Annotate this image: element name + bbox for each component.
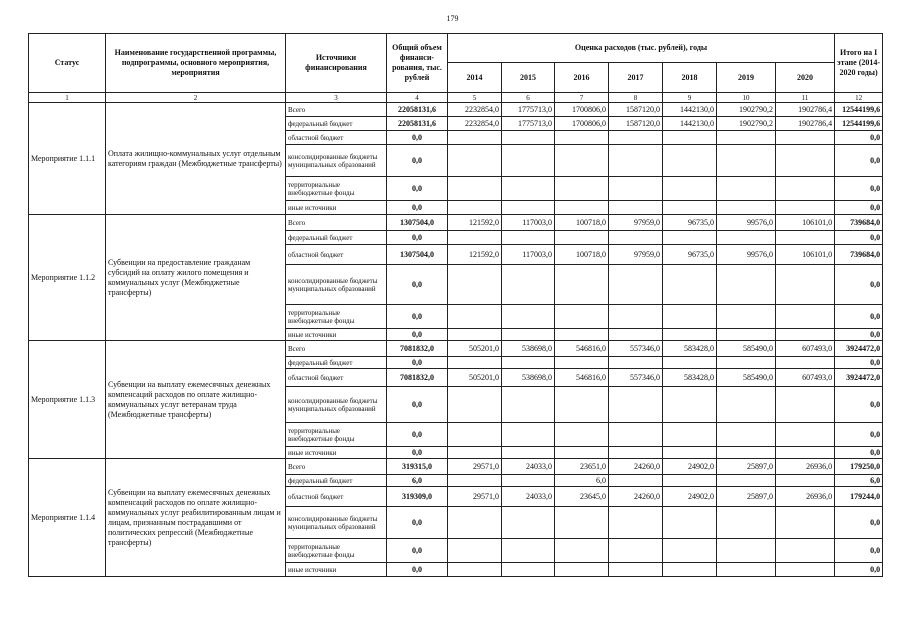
funding-source: иные источники <box>286 329 387 341</box>
year-value-cell <box>663 329 717 341</box>
itog-cell: 12544199,6 <box>835 103 883 117</box>
funding-source: территориальные внебюджетные фонды <box>286 177 387 201</box>
itog-cell: 0,0 <box>835 231 883 245</box>
funding-source: территориальные внебюджетные фонды <box>286 539 387 563</box>
year-value-cell: 607493,0 <box>776 369 835 387</box>
year-value-cell <box>502 387 555 423</box>
year-value-cell: 557346,0 <box>609 369 663 387</box>
header-total: Общий объем финанси-рования, тыс. рублей <box>387 34 448 93</box>
year-value-cell <box>555 177 609 201</box>
year-value-cell: 505201,0 <box>448 369 502 387</box>
funding-source: федеральный бюджет <box>286 231 387 245</box>
year-value-cell <box>502 265 555 305</box>
year-value-cell <box>717 423 776 447</box>
year-value-cell: 24260,0 <box>609 487 663 507</box>
year-value-cell <box>776 177 835 201</box>
year-value-cell: 1902786,4 <box>776 117 835 131</box>
itog-cell: 0,0 <box>835 201 883 215</box>
year-value-cell <box>555 305 609 329</box>
header-year: 2019 <box>717 63 776 93</box>
year-value-cell <box>609 387 663 423</box>
year-value-cell: 121592,0 <box>448 245 502 265</box>
year-value-cell <box>448 387 502 423</box>
year-value-cell <box>609 201 663 215</box>
column-number: 8 <box>609 93 663 103</box>
funding-source: федеральный бюджет <box>286 357 387 369</box>
year-value-cell: 1902790,2 <box>717 103 776 117</box>
year-value-cell <box>502 357 555 369</box>
year-value-cell: 1902790,2 <box>717 117 776 131</box>
year-value-cell: 117003,0 <box>502 215 555 231</box>
year-value-cell <box>663 131 717 145</box>
itog-cell: 0,0 <box>835 145 883 177</box>
year-value-cell: 583428,0 <box>663 369 717 387</box>
year-value-cell <box>555 387 609 423</box>
year-value-cell <box>663 447 717 459</box>
header-year: 2016 <box>555 63 609 93</box>
year-value-cell <box>609 475 663 487</box>
year-value-cell <box>776 423 835 447</box>
year-value-cell <box>502 231 555 245</box>
total-funding-cell: 0,0 <box>387 507 448 539</box>
column-number: 10 <box>717 93 776 103</box>
funding-source: областной бюджет <box>286 369 387 387</box>
year-value-cell <box>776 231 835 245</box>
year-value-cell: 557346,0 <box>609 341 663 357</box>
year-value-cell <box>448 423 502 447</box>
year-value-cell <box>448 145 502 177</box>
year-value-cell <box>448 357 502 369</box>
year-value-cell: 24033,0 <box>502 459 555 475</box>
year-value-cell <box>609 231 663 245</box>
funding-source: областной бюджет <box>286 131 387 145</box>
year-value-cell <box>776 357 835 369</box>
year-value-cell: 106101,0 <box>776 245 835 265</box>
table-row <box>29 341 883 357</box>
year-value-cell: 6,0 <box>555 475 609 487</box>
year-value-cell: 1775713,0 <box>502 103 555 117</box>
year-value-cell: 25897,0 <box>717 459 776 475</box>
total-funding-cell: 0,0 <box>387 305 448 329</box>
year-value-cell <box>663 265 717 305</box>
year-value-cell: 29571,0 <box>448 487 502 507</box>
year-value-cell <box>448 539 502 563</box>
table-body <box>29 103 883 577</box>
activity-name: Оплата жилищно-коммунальных услуг отдельным категориям граждан (Межбюджетные трансферты) <box>106 103 286 215</box>
header-estimate: Оценка расходов (тыс. рублей), годы <box>448 34 835 63</box>
year-value-cell: 1700806,0 <box>555 117 609 131</box>
year-value-cell: 96735,0 <box>663 245 717 265</box>
column-number: 6 <box>502 93 555 103</box>
year-value-cell <box>663 387 717 423</box>
year-value-cell <box>609 447 663 459</box>
year-value-cell <box>776 563 835 577</box>
year-value-cell <box>663 231 717 245</box>
activity-name: Субвенции на предоставление гражданам субсидий на оплату жилого помещения и коммунальных услуг (Межбюджетные трансферты) <box>106 215 286 341</box>
activity-status: Мероприятие 1.1.1 <box>29 103 106 215</box>
total-funding-cell: 319315,0 <box>387 459 448 475</box>
total-funding-cell: 0,0 <box>387 265 448 305</box>
total-funding-cell: 0,0 <box>387 329 448 341</box>
year-value-cell <box>717 447 776 459</box>
funding-source: консолидированные бюджеты муниципальных образований <box>286 387 387 423</box>
total-funding-cell: 0,0 <box>387 231 448 245</box>
year-value-cell: 546816,0 <box>555 369 609 387</box>
year-value-cell <box>717 231 776 245</box>
year-value-cell <box>609 329 663 341</box>
year-value-cell <box>502 447 555 459</box>
year-value-cell <box>609 305 663 329</box>
year-value-cell <box>609 357 663 369</box>
year-value-cell <box>555 131 609 145</box>
year-value-cell <box>776 201 835 215</box>
header-year: 2015 <box>502 63 555 93</box>
year-value-cell: 29571,0 <box>448 459 502 475</box>
itog-cell: 0,0 <box>835 563 883 577</box>
year-value-cell <box>663 177 717 201</box>
year-value-cell: 117003,0 <box>502 245 555 265</box>
itog-cell: 0,0 <box>835 177 883 201</box>
year-value-cell: 97959,0 <box>609 215 663 231</box>
itog-cell: 12544199,6 <box>835 117 883 131</box>
year-value-cell: 99576,0 <box>717 245 776 265</box>
year-value-cell <box>502 305 555 329</box>
year-value-cell <box>555 447 609 459</box>
year-value-cell <box>502 145 555 177</box>
year-value-cell: 1442130,0 <box>663 103 717 117</box>
total-funding-cell: 0,0 <box>387 201 448 215</box>
year-value-cell <box>717 131 776 145</box>
total-funding-cell: 319309,0 <box>387 487 448 507</box>
total-funding-cell: 0,0 <box>387 447 448 459</box>
total-funding-cell: 22058131,6 <box>387 117 448 131</box>
year-value-cell <box>502 475 555 487</box>
total-funding-cell: 0,0 <box>387 563 448 577</box>
itog-cell: 0,0 <box>835 305 883 329</box>
year-value-cell <box>663 145 717 177</box>
year-value-cell <box>717 507 776 539</box>
itog-cell: 0,0 <box>835 507 883 539</box>
year-value-cell <box>448 231 502 245</box>
year-value-cell: 1700806,0 <box>555 103 609 117</box>
year-value-cell <box>555 145 609 177</box>
year-value-cell <box>609 539 663 563</box>
year-value-cell: 25897,0 <box>717 487 776 507</box>
year-value-cell <box>448 563 502 577</box>
table-row <box>29 215 883 231</box>
year-value-cell: 96735,0 <box>663 215 717 231</box>
itog-cell: 0,0 <box>835 539 883 563</box>
total-funding-cell: 0,0 <box>387 423 448 447</box>
year-value-cell <box>717 539 776 563</box>
year-value-cell: 26936,0 <box>776 487 835 507</box>
funding-source: иные источники <box>286 201 387 215</box>
funding-source: территориальные внебюджетные фонды <box>286 305 387 329</box>
itog-cell: 0,0 <box>835 265 883 305</box>
header-year: 2017 <box>609 63 663 93</box>
funding-source: иные источники <box>286 447 387 459</box>
year-value-cell <box>776 475 835 487</box>
itog-cell: 0,0 <box>835 329 883 341</box>
table-row <box>29 459 883 475</box>
year-value-cell <box>609 265 663 305</box>
activity-name: Субвенции на выплату ежемесячных денежных компенсаций расходов по оплате жилищно-коммунальных услуг реабилитированным лицам и лицам, признанным пострадавшими от политических репрессий (Межбюджетные трансферты) <box>106 459 286 577</box>
year-value-cell: 100718,0 <box>555 215 609 231</box>
year-value-cell <box>717 357 776 369</box>
header-year: 2014 <box>448 63 502 93</box>
year-value-cell <box>502 131 555 145</box>
year-value-cell <box>448 507 502 539</box>
total-funding-cell: 0,0 <box>387 145 448 177</box>
year-value-cell <box>717 265 776 305</box>
total-funding-cell: 7081832,0 <box>387 341 448 357</box>
year-value-cell <box>776 131 835 145</box>
year-value-cell <box>448 329 502 341</box>
year-value-cell <box>663 357 717 369</box>
column-number: 5 <box>448 93 502 103</box>
year-value-cell <box>776 447 835 459</box>
total-funding-cell: 22058131,6 <box>387 103 448 117</box>
year-value-cell: 583428,0 <box>663 341 717 357</box>
year-value-cell <box>555 423 609 447</box>
year-value-cell <box>502 539 555 563</box>
year-value-cell <box>776 329 835 341</box>
year-value-cell <box>502 329 555 341</box>
year-value-cell <box>555 231 609 245</box>
year-value-cell: 24902,0 <box>663 459 717 475</box>
column-number: 7 <box>555 93 609 103</box>
year-value-cell <box>448 201 502 215</box>
year-value-cell: 1587120,0 <box>609 103 663 117</box>
column-number: 9 <box>663 93 717 103</box>
year-value-cell <box>717 387 776 423</box>
total-funding-cell: 0,0 <box>387 177 448 201</box>
funding-source: Всего <box>286 459 387 475</box>
year-value-cell <box>502 423 555 447</box>
column-number: 2 <box>106 93 286 103</box>
year-value-cell: 99576,0 <box>717 215 776 231</box>
year-value-cell: 505201,0 <box>448 341 502 357</box>
year-value-cell: 538698,0 <box>502 369 555 387</box>
year-value-cell <box>663 423 717 447</box>
header-itog: Итого на I этапе (2014-2020 годы) <box>835 34 883 93</box>
year-value-cell <box>776 387 835 423</box>
year-value-cell: 26936,0 <box>776 459 835 475</box>
year-value-cell <box>609 423 663 447</box>
year-value-cell: 1587120,0 <box>609 117 663 131</box>
year-value-cell <box>717 177 776 201</box>
year-value-cell <box>609 507 663 539</box>
itog-cell: 3924472,0 <box>835 341 883 357</box>
funding-source: Всего <box>286 341 387 357</box>
year-value-cell: 24260,0 <box>609 459 663 475</box>
year-value-cell <box>555 329 609 341</box>
year-value-cell <box>663 305 717 329</box>
year-value-cell <box>663 507 717 539</box>
year-value-cell <box>502 563 555 577</box>
year-value-cell <box>609 131 663 145</box>
year-value-cell <box>717 329 776 341</box>
total-funding-cell: 1307504,0 <box>387 245 448 265</box>
year-value-cell: 607493,0 <box>776 341 835 357</box>
year-value-cell <box>717 145 776 177</box>
funding-source: консолидированные бюджеты муниципальных образований <box>286 145 387 177</box>
year-value-cell <box>448 131 502 145</box>
header-year: 2020 <box>776 63 835 93</box>
year-value-cell: 97959,0 <box>609 245 663 265</box>
column-number: 3 <box>286 93 387 103</box>
year-value-cell <box>448 475 502 487</box>
funding-source: областной бюджет <box>286 245 387 265</box>
year-value-cell <box>609 145 663 177</box>
funding-source: федеральный бюджет <box>286 475 387 487</box>
year-value-cell <box>663 475 717 487</box>
year-value-cell <box>776 539 835 563</box>
itog-cell: 3924472,0 <box>835 369 883 387</box>
year-value-cell <box>555 357 609 369</box>
header-year: 2018 <box>663 63 717 93</box>
year-value-cell: 24902,0 <box>663 487 717 507</box>
year-value-cell: 24033,0 <box>502 487 555 507</box>
total-funding-cell: 0,0 <box>387 387 448 423</box>
year-value-cell <box>776 145 835 177</box>
year-value-cell: 1775713,0 <box>502 117 555 131</box>
page-number: 179 <box>446 14 459 23</box>
year-value-cell: 106101,0 <box>776 215 835 231</box>
header-status: Статус <box>29 34 106 93</box>
total-funding-cell: 0,0 <box>387 131 448 145</box>
funding-source: федеральный бюджет <box>286 117 387 131</box>
header-sources: Источники финансирования <box>286 34 387 93</box>
itog-cell: 0,0 <box>835 357 883 369</box>
year-value-cell: 100718,0 <box>555 245 609 265</box>
activity-name: Субвенции на выплату ежемесячных денежных компенсаций расходов по оплате жилищно-коммунальных услуг ветеранам труда (Межбюджетные трансферты) <box>106 341 286 459</box>
year-value-cell <box>609 563 663 577</box>
itog-cell: 0,0 <box>835 131 883 145</box>
year-value-cell: 585490,0 <box>717 341 776 357</box>
header-name: Наименование государственной программы, подпрограммы, основного мероприятия, мероприятия <box>106 34 286 93</box>
funding-source: консолидированные бюджеты муниципальных образований <box>286 507 387 539</box>
year-value-cell <box>776 507 835 539</box>
year-value-cell: 23651,0 <box>555 459 609 475</box>
itog-cell: 739684,0 <box>835 245 883 265</box>
year-value-cell <box>448 177 502 201</box>
total-funding-cell: 7081832,0 <box>387 369 448 387</box>
funding-source: Всего <box>286 103 387 117</box>
year-value-cell <box>555 507 609 539</box>
itog-cell: 179244,0 <box>835 487 883 507</box>
year-value-cell <box>663 539 717 563</box>
total-funding-cell: 6,0 <box>387 475 448 487</box>
year-value-cell: 585490,0 <box>717 369 776 387</box>
year-value-cell <box>448 265 502 305</box>
funding-source: областной бюджет <box>286 487 387 507</box>
year-value-cell <box>663 201 717 215</box>
itog-cell: 0,0 <box>835 447 883 459</box>
itog-cell: 6,0 <box>835 475 883 487</box>
activity-status: Мероприятие 1.1.4 <box>29 459 106 577</box>
year-value-cell <box>502 507 555 539</box>
column-number: 12 <box>835 93 883 103</box>
year-value-cell <box>609 177 663 201</box>
itog-cell: 739684,0 <box>835 215 883 231</box>
total-funding-cell: 0,0 <box>387 539 448 563</box>
year-value-cell <box>717 201 776 215</box>
budget-table <box>28 33 883 577</box>
year-value-cell <box>448 447 502 459</box>
year-value-cell: 23645,0 <box>555 487 609 507</box>
column-number: 11 <box>776 93 835 103</box>
year-value-cell: 121592,0 <box>448 215 502 231</box>
year-value-cell: 538698,0 <box>502 341 555 357</box>
year-value-cell <box>776 265 835 305</box>
year-value-cell <box>555 201 609 215</box>
year-value-cell <box>448 305 502 329</box>
funding-source: Всего <box>286 215 387 231</box>
activity-status: Мероприятие 1.1.3 <box>29 341 106 459</box>
year-value-cell <box>502 201 555 215</box>
funding-source: иные источники <box>286 563 387 577</box>
year-value-cell: 2232854,0 <box>448 117 502 131</box>
itog-cell: 0,0 <box>835 423 883 447</box>
year-value-cell: 2232854,0 <box>448 103 502 117</box>
column-number: 1 <box>29 93 106 103</box>
funding-source: территориальные внебюджетные фонды <box>286 423 387 447</box>
total-funding-cell: 0,0 <box>387 357 448 369</box>
year-value-cell <box>663 563 717 577</box>
year-value-cell <box>502 177 555 201</box>
itog-cell: 0,0 <box>835 387 883 423</box>
year-value-cell: 1902786,4 <box>776 103 835 117</box>
year-value-cell <box>555 265 609 305</box>
itog-cell: 179250,0 <box>835 459 883 475</box>
year-value-cell <box>776 305 835 329</box>
table-row <box>29 103 883 117</box>
column-number: 4 <box>387 93 448 103</box>
year-value-cell <box>717 305 776 329</box>
year-value-cell <box>717 475 776 487</box>
year-value-cell <box>555 563 609 577</box>
year-value-cell <box>717 563 776 577</box>
total-funding-cell: 1307504,0 <box>387 215 448 231</box>
activity-status: Мероприятие 1.1.2 <box>29 215 106 341</box>
funding-source: консолидированные бюджеты муниципальных образований <box>286 265 387 305</box>
year-value-cell: 546816,0 <box>555 341 609 357</box>
year-value-cell: 1442130,0 <box>663 117 717 131</box>
year-value-cell <box>555 539 609 563</box>
